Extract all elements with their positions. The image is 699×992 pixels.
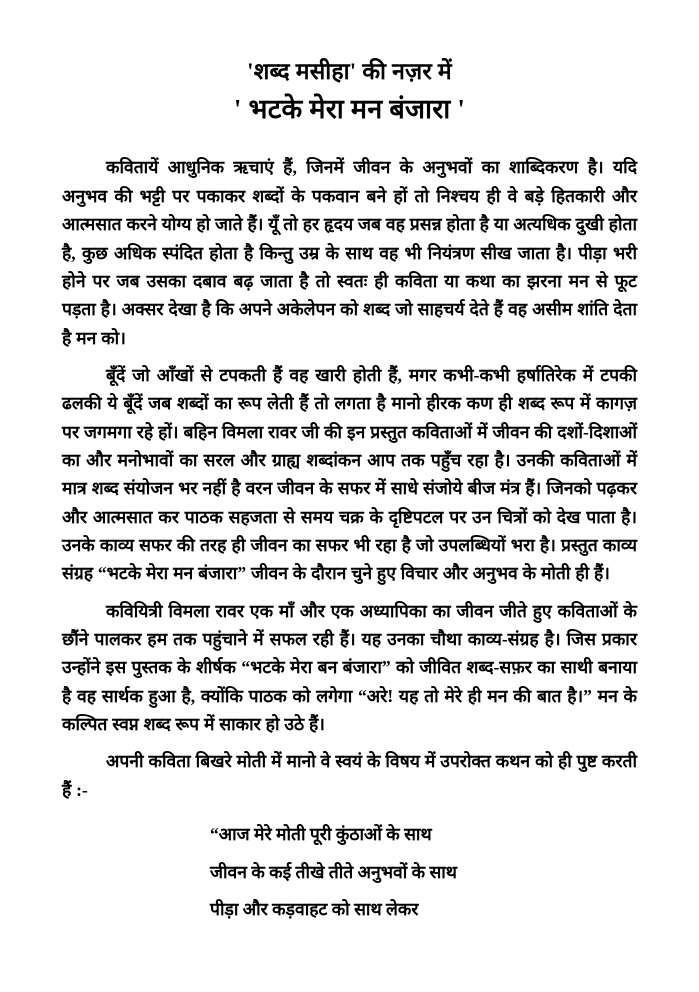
body-text (62, 153, 637, 804)
paragraph-4: अपनी कविता बिखरे मोती में मानो वे स्वयं के विषय में उपरोक्त कथन को ही पुष्ट करती हैं :- (62, 751, 637, 800)
verse-line-1: “आज मेरे मोती पूरी कुंठाओं के साथ (210, 824, 432, 845)
verse-line-3: पीड़ा और कड़वाहट को साथ लेकर (210, 899, 419, 920)
title-line-primary: 'शब्द मसीहा' की नज़र में (247, 59, 452, 84)
paragraph-3: कवियित्री विमला रावर एक माँ और एक अध्यापिका का जीवन जीते हुए कविताओं के छौंने पालकर हम तक पहुंचाने में सफल रही हैं। यह उनका चौथा काव्य-संग्रह है। जिस प्रकार उन्होंने इस पुस्तक के शीर्षक “भटके मेरा बन बंजारा” को जीवित शब्द-सफ़र का साथी बनाया है वह सार्थक हुआ है, क्योंकि पाठक को लगेगा “अरे! यह तो मेरे ही मन की बात है।” मन के कल्पित स्वप्न शब्द रूप में साकार हो उठे हैं। (62, 600, 637, 735)
verse-line-2: जीवन के कई तीखे तीते अनुभवों के साथ (210, 861, 457, 882)
page-title (62, 56, 637, 127)
title-line-secondary: ' भटके मेरा मन बंजारा ' (233, 94, 466, 125)
paragraph-1: कवितायें आधुनिक ऋचाएं हैं, जिनमें जीवन के अनुभवों का शाब्दिकरण है। यदि अनुभव की भट्टी पर पकाकर शब्दों के पकवान बने हों तो निश्चय ही वे बड़े हितकारी और आत्मसात करने योग्य हो जाते हैं। यूँ तो हर हृदय जब वह प्रसन्न होता है या अत्यधिक दुखी होता है, कुछ अधिक स्पंदित होता है किन्तु उम्र के साथ वह भी नियंत्रण सीख जाता है। पीड़ा भरी होने पर जब उसका दबाव बढ़ जाता है तो स्वतः ही कविता या कथा का झरना मन से फूट पड़ता है। अक्सर देखा है कि अपने अकेलेपन को शब्द जो साहचर्य देते हैं वह असीम शांति देता है मन को। (62, 157, 637, 348)
verse-block (62, 816, 637, 929)
paragraph-2: बूँदें जो आँखों से टपकती हैं वह खारी होती हैं, मगर कभी-कभी हर्षातिरेक में टपकी ढलकी ये बूँदें जब शब्दों का रूप लेती हैं तो लगता है मानो हीरक कण ही शब्द रूप में कागज़ पर जगमगा रहे हों। बहिन विमला रावर जी की इन प्रस्तुत कविताओं में जीवन की दशों-दिशाओं का और मनोभावों का सरल और ग्राह्य शब्दांकन आप तक पहुँच रहा है। उनकी कविताओं में मात्र शब्द संयोजन भर नहीं है वरन जीवन के सफर में साधे संजोये बीज मंत्र हैं। जिनको पढ़कर और आत्मसात कर पाठक सहजता से समय चक्र के दृष्टिपटल पर उन चित्रों को देख पाता है। उनके काव्य सफर की तरह ही जीवन का सफर भी रहा है जो उपलब्धियों भरा है। प्रस्तुत काव्य संग्रह “भटके मेरा मन बंजारा” जीवन के दौरान चुने हुए विचार और अनुभव के मोती ही हैं। (62, 364, 637, 584)
